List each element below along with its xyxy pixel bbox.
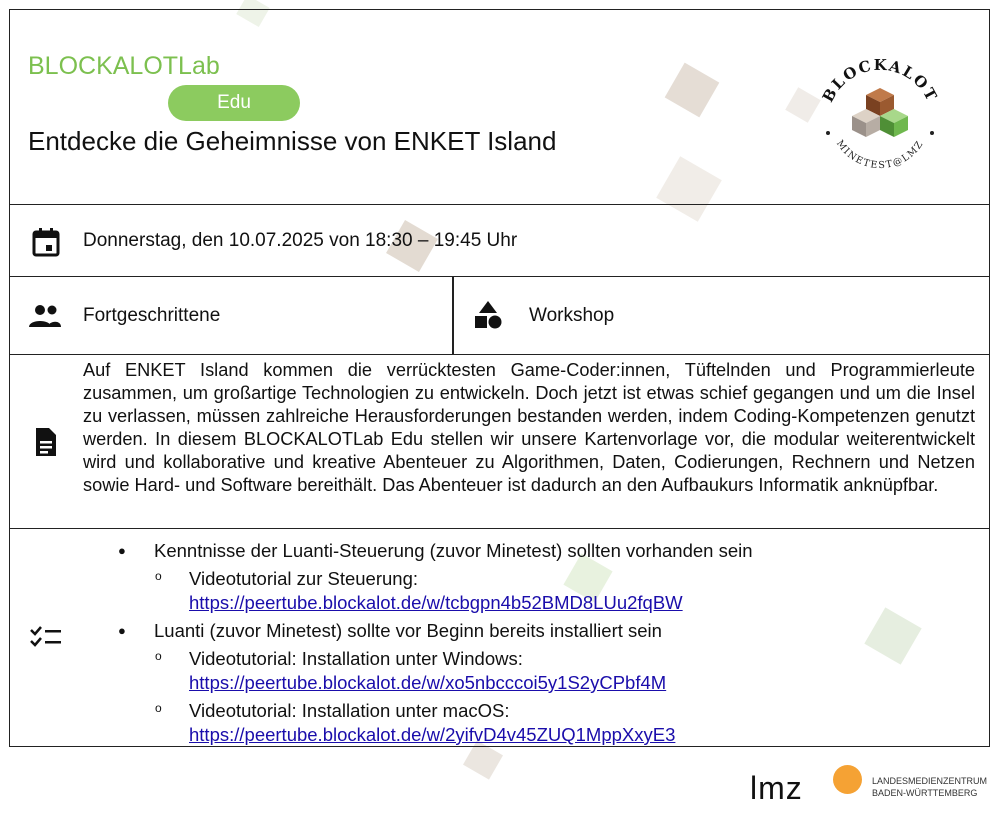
tutorial-link[interactable]: https://peertube.blockalot.de/w/tcbgpn4b52BMD8LUu2fqBW (189, 592, 683, 613)
description-row (10, 355, 989, 529)
list-subitem (118, 567, 753, 615)
event-format: Workshop (529, 305, 615, 326)
tutorial-label: o Videotutorial: Installation unter macOS: (189, 700, 510, 721)
calendar-icon (32, 227, 60, 257)
lmz-logo (750, 762, 990, 807)
document-icon (34, 427, 58, 457)
column-divider (452, 277, 454, 354)
orange-dot (833, 765, 862, 794)
brand-name: BLOCKALOTLab (28, 52, 220, 80)
list-subitem (118, 647, 753, 695)
event-date: Donnerstag, den 10.07.2025 von 18:30 – 19:45 Uhr (83, 230, 518, 251)
blockalot-logo (810, 50, 950, 190)
tutorial-link[interactable]: https://peertube.blockalot.de/w/2yifvD4v45ZUQ1MppXxyE3 (189, 724, 676, 745)
shapes-icon (473, 300, 503, 330)
requirements-row (10, 529, 989, 746)
group-icon (28, 304, 62, 328)
tutorial-label: o Videotutorial zur Steuerung: (189, 568, 419, 589)
edu-badge: Edu (168, 85, 300, 121)
event-description: Auf ENKET Island kommen die verrücktesten Game-Coder:innen, Tüftelnden und Programmierleute zusammen, um großartige Technologien zu entwickeln. Doch jetzt ist etwas schief gegangen und um die Insel zu verlassen, müssen zahlreiche Herausforderungen bestanden werden, indem Coding-Kompetenzen genutzt werden. In diesem BLOCKALOTLab Edu stellen wir unsere Kartenvorlage vor, die modular weiterentwickelt wird und kollaborative und kreative Abenteuer zu Algorithmen, Daten, Codierungen, Rechnern und Netzen sowie Hard- und Software bereithält. Das Abenteuer ist dadurch an den Aufbaukurs Informatik anknüpfbar. (83, 360, 975, 495)
lmz-subtitle (872, 775, 987, 799)
lmz-line1: LANDESMEDIENZENTRUM (872, 776, 988, 786)
target-level: Fortgeschrittene (83, 305, 221, 326)
event-title: Entdecke die Geheimnisse von ENKET Island (28, 126, 557, 156)
list-subitem (118, 699, 753, 747)
lmz-wordmark: lmz (750, 770, 803, 806)
svg-text:BLOCKALOT: BLOCKALOT (818, 55, 942, 106)
lmz-line2: BADEN-WÜRTTEMBERG (872, 788, 978, 798)
requirements-list (118, 539, 753, 751)
checklist-icon (30, 625, 62, 649)
tutorial-label: o Videotutorial: Installation unter Windows: (189, 648, 523, 669)
tutorial-link[interactable]: https://peertube.blockalot.de/w/xo5nbcccoi5y1S2yCPbf4M (189, 672, 667, 693)
list-item: ● Luanti (zuvor Minetest) sollte vor Beginn bereits installiert sein (118, 619, 753, 643)
svg-text:MINETEST@LMZ: MINETEST@LMZ (833, 138, 927, 172)
card-header (10, 10, 989, 205)
event-card (9, 9, 990, 747)
level-format-row (10, 277, 989, 355)
date-row (10, 205, 989, 277)
list-item: ● Kenntnisse der Luanti-Steuerung (zuvor Minetest) sollten vorhanden sein (118, 539, 753, 563)
